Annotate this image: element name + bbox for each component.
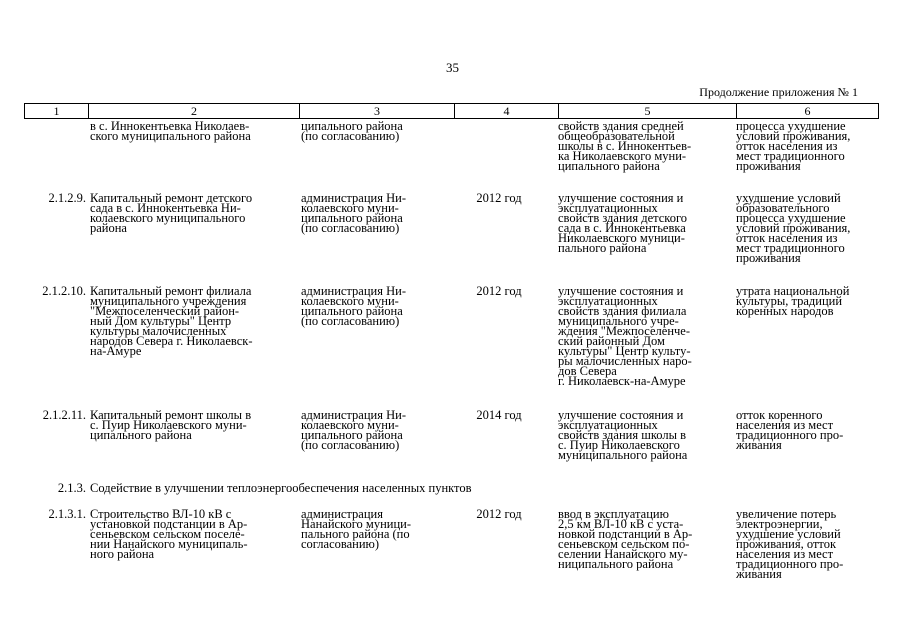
header-col-2: 2: [89, 104, 300, 119]
header-col-3: 3: [300, 104, 455, 119]
consequence-cell: увеличение потерь электроэнергии, ухудшение условий проживания, отток населения из мест традиционного про- живания: [736, 507, 844, 581]
executor-cell: администрация Ни- колаевского муни- ципального района (по согласованию): [301, 408, 406, 452]
year-cell: 2012 год: [476, 284, 522, 298]
section-title: Содействие в улучшении теплоэнергообеспечения населенных пунктов: [90, 481, 472, 495]
page-number: 35: [446, 60, 459, 75]
header-col-1: 1: [25, 104, 89, 119]
measure-cell: в с. Иннокентьевка Николаев- ского муниципального района: [90, 119, 251, 143]
row-number: 2.1.2.11.: [42, 408, 86, 422]
consequence-cell: отток коренного населения из мест традиционного про- живания: [736, 408, 844, 452]
section-number: 2.1.3.: [57, 481, 86, 495]
executor-cell: ципального района (по согласованию): [301, 119, 403, 143]
row-number: 2.1.2.10.: [42, 284, 86, 298]
measure-cell: Строительство ВЛ-10 кВ с установкой подстанции в Ар- сеньевском сельском поселе- нии Нанайского муниципаль- ного района: [90, 507, 248, 561]
header-col-4: 4: [455, 104, 559, 119]
result-cell: улучшение состояния и эксплуатационных свойств здания филиала муниципального учре- ждения "Межпоселенче- ский районный Дом культуры" Центр культу- ры малочисленных наро- дов Севера г. Николаевск-на-Амуре: [558, 284, 692, 388]
year-cell: 2012 год: [476, 191, 522, 205]
result-cell: улучшение состояния и эксплуатационных свойств здания детского сада в с. Иннокентьевка Николаевского муници- пального района: [558, 191, 688, 255]
year-cell: 2014 год: [476, 408, 522, 422]
measure-cell: Капитальный ремонт школы в с. Пуир Николаевского муни- ципального района: [90, 408, 252, 442]
row-number: 2.1.2.9.: [48, 191, 86, 205]
measure-cell: Капитальный ремонт детского сада в с. Иннокентьевка Ни- колаевского муниципального района: [90, 191, 253, 235]
header-col-5: 5: [559, 104, 737, 119]
row-number: 2.1.3.1.: [48, 507, 86, 521]
consequence-cell: ухудшение условий образовательного процесса ухудшение условий проживания, отток населения из мест традиционного проживания: [736, 191, 851, 265]
executor-cell: администрация Ни- колаевского муни- ципального района (по согласованию): [301, 284, 406, 328]
measure-cell: Капитальный ремонт филиала муниципального учреждения "Межпоселенческий район- ный Дом культуры" Центр культуры малочисленных народов Севера г. Николаевск- на-Амуре: [90, 284, 253, 358]
result-cell: свойств здания средней общеобразовательной школы в с. Иннокентьев- ка Николаевского муни- ципального района: [558, 119, 692, 173]
executor-cell: администрация Нанайского муници- пального района (по согласованию): [301, 507, 412, 551]
continuation-label: Продолжение приложения № 1: [699, 85, 858, 99]
table-header: [24, 103, 879, 119]
result-cell: улучшение состояния и эксплуатационных свойств здания школы в с. Пуир Николаевского муниципального района: [558, 408, 688, 462]
consequence-cell: утрата национальной культуры, традиций коренных народов: [736, 284, 850, 318]
result-cell: ввод в эксплуатацию 2,5 км ВЛ-10 кВ с уста- новкой подстанции в Ар- сеньевском сельском по- селении Нанайского му- ниципального района: [558, 507, 693, 571]
executor-cell: администрация Ни- колаевского муни- ципального района (по согласованию): [301, 191, 406, 235]
consequence-cell: процесса ухудшение условий проживания, отток населения из мест традиционного проживания: [736, 119, 851, 173]
year-cell: 2012 год: [476, 507, 522, 521]
header-col-6: 6: [737, 104, 879, 119]
